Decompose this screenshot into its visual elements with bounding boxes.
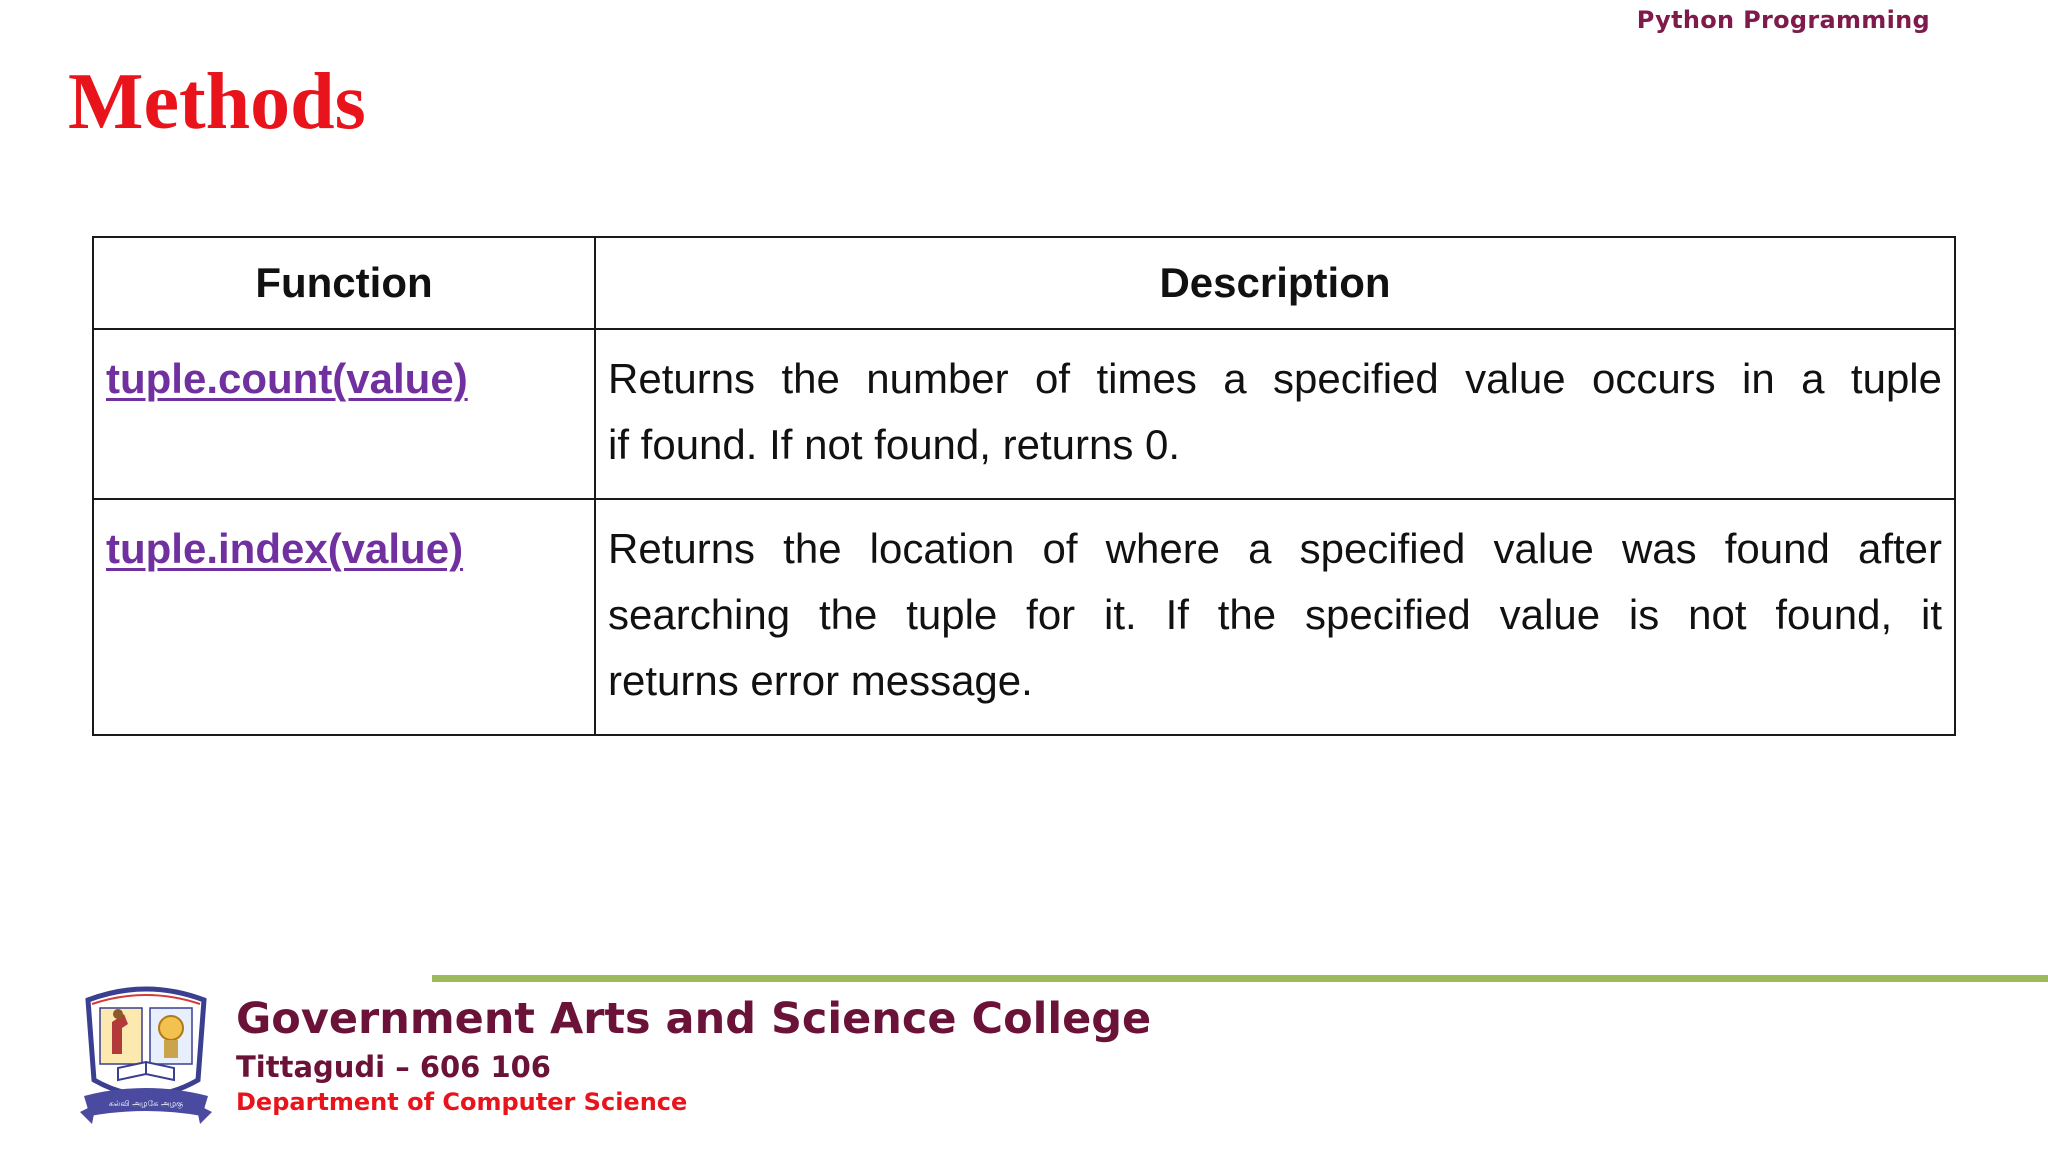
college-location: Tittagudi – 606 106	[236, 1050, 551, 1084]
function-cell	[93, 329, 595, 499]
course-title: Python Programming	[1636, 6, 1930, 34]
description-line: if found. If not found, returns 0.	[608, 421, 1181, 468]
svg-text:கல்வி அழகே அழகு: கல்வி அழகே அழகு	[108, 1099, 184, 1108]
table-row	[93, 329, 1955, 499]
college-name: Government Arts and Science College	[236, 994, 1152, 1044]
table-row	[93, 499, 1955, 735]
description-line: Returns the number of times a specified value occurs in a tuple	[608, 355, 1942, 402]
description-line: Returns the location of where a specified value was found after	[608, 525, 1942, 572]
description-line: returns error message.	[608, 657, 1033, 704]
department-name: Department of Computer Science	[236, 1088, 688, 1116]
function-link-count[interactable]: tuple.count(value)	[106, 355, 468, 402]
function-link-index[interactable]: tuple.index(value)	[106, 525, 464, 572]
description-cell	[595, 499, 1955, 735]
footer-divider	[432, 975, 2048, 982]
column-header-function: Function	[93, 237, 595, 329]
column-header-description: Description	[595, 237, 1955, 329]
college-emblem-icon	[78, 984, 214, 1130]
methods-table	[92, 236, 1956, 736]
description-cell	[595, 329, 1955, 499]
function-cell	[93, 499, 595, 735]
slide-title: Methods	[68, 58, 366, 146]
description-line: searching the tuple for it. If the specified value is not found, it	[608, 591, 1942, 638]
table-header-row	[93, 237, 1955, 329]
